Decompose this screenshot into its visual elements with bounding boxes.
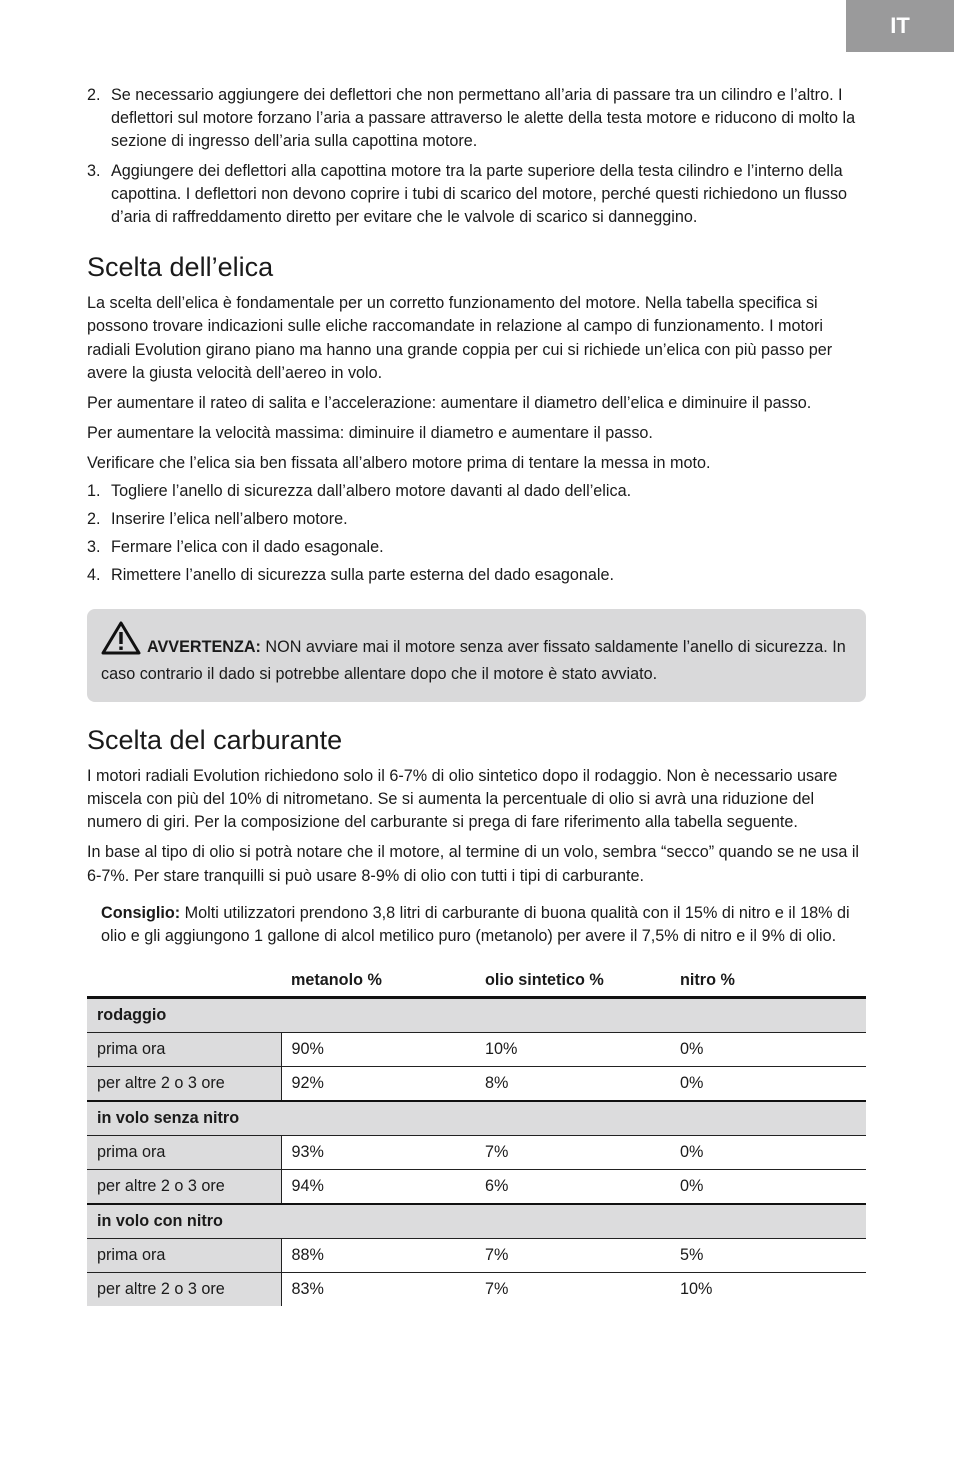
table-cell: 8%	[475, 1067, 670, 1102]
list-text: Aggiungere dei deflettori alla capottina motore tra la parte superiore della testa cilindro e l’interno della capottina. I deflettori non devono coprire i tubi di scarico del motore, perché questi richiedono un flusso d’aria di raffreddamento diretto per evitare che le valvole di scarico si danneggino.	[111, 161, 848, 227]
table-header: olio sintetico %	[475, 964, 670, 998]
table-cell: 7%	[475, 1239, 670, 1273]
tip-note	[87, 902, 866, 948]
list-number: 4.	[87, 566, 101, 585]
tip-text: Molti utilizzatori prendono 3,8 litri di carburante di buona qualità con il 15% di nitro e il 18% di olio e gli aggiungono 1 gallone di alcol metilico puro (metanolo) per avere il 7,5% di nitro e il 9% di olio.	[101, 903, 850, 946]
table-cell: 0%	[670, 1067, 866, 1102]
table-cell: per altre 2 o 3 ore	[87, 1170, 281, 1205]
warning-text: NON avviare mai il motore senza aver fissato saldamente l’anello di sicurezza. In caso contrario il dado si potrebbe allentare dopo che il motore è stato avviato.	[101, 638, 846, 683]
table-row	[87, 1136, 866, 1170]
table-cell: per altre 2 o 3 ore	[87, 1067, 281, 1102]
warning-triangle-icon	[101, 621, 141, 662]
list-text: Se necessario aggiungere dei deflettori che non permettano all’aria di passare tra un cilindro e l’altro. I deflettori sul motore forzano l’aria a passare attraverso le alette della testa motore e riducono di molto la sezione di ingresso dell’aria sulla capottina motore.	[111, 86, 856, 151]
table-header: metanolo %	[281, 964, 475, 998]
table-cell: 83%	[291, 1280, 324, 1299]
table-cell: 90%	[281, 1033, 475, 1067]
list-item	[87, 536, 866, 559]
table-cell: 0%	[670, 1033, 866, 1067]
table-group-row	[87, 998, 866, 1033]
paragraph: Per aumentare il rateo di salita e l’accelerazione: aumentare il diametro dell’elica e diminuire il passo.	[87, 394, 812, 413]
table-cell: per altre 2 o 3 ore	[87, 1273, 281, 1307]
intro-list	[87, 84, 866, 229]
table-header	[87, 964, 281, 998]
list-number: 2.	[87, 86, 101, 104]
list-item	[87, 508, 866, 531]
list-number: 1.	[87, 481, 101, 500]
paragraph: La scelta dell’elica è fondamentale per un corretto funzionamento del motore. Nella tabella specifica si possono trovare indicazioni sulle eliche raccomandate in relazione al campo di funzionamento. I motori radiali Evolution girano piano ma hanno una grande coppia per cui si richiede un’elica con più passo per avere la giusta velocità dell’aereo in volo.	[87, 294, 833, 382]
paragraph: I motori radiali Evolution richiedono solo il 6-7% di olio sintetico dopo il rodaggio. Non è necessario usare miscela con più del 10% di nitrometano. Se si aumenta la percentuale di olio si avrà una riduzione del numero di giri. Per la composizione del carburante si prega di fare riferimento alla tabella seguente.	[87, 766, 838, 832]
list-text: Rimettere l’anello di sicurezza sulla parte esterna del dado esagonale.	[111, 566, 615, 585]
table-cell: 0%	[670, 1170, 866, 1205]
table-cell: 92%	[281, 1067, 475, 1102]
table-row	[87, 1067, 866, 1102]
table-cell: 5%	[670, 1239, 866, 1273]
table-cell: 10%	[680, 1280, 713, 1299]
table-header-row	[87, 964, 866, 998]
fuel-mix-table	[87, 964, 866, 1306]
group-title: rodaggio	[87, 998, 866, 1033]
table-row	[87, 1239, 866, 1273]
table-cell: prima ora	[87, 1239, 281, 1273]
warning-box	[87, 609, 866, 701]
list-number: 3.	[87, 538, 101, 557]
paragraph: Verificare che l’elica sia ben fissata all’albero motore prima di tentare la messa in moto.	[87, 454, 711, 473]
group-title: in volo con nitro	[87, 1204, 866, 1239]
paragraph: In base al tipo di olio si potrà notare che il motore, al termine di un volo, sembra “secco” quando se ne usa il 6-7%. Per stare tranquilli si può usare 8-9% di olio con tutti i tipi di carburante.	[87, 843, 860, 885]
table-header: nitro %	[670, 964, 866, 998]
table-cell: 7%	[475, 1136, 670, 1170]
list-number: 3.	[87, 161, 101, 180]
propeller-steps	[87, 480, 866, 588]
table-cell: 93%	[281, 1136, 475, 1170]
language-tab: IT	[846, 0, 954, 52]
table-row	[87, 1033, 866, 1067]
list-text: Fermare l’elica con il dado esagonale.	[111, 538, 384, 557]
table-cell: 0%	[670, 1136, 866, 1170]
tip-label: Consiglio:	[101, 903, 181, 922]
table-group-row	[87, 1101, 866, 1136]
table-cell: 6%	[475, 1170, 670, 1205]
table-cell: 10%	[475, 1033, 670, 1067]
table-row	[87, 1170, 866, 1205]
list-item	[87, 160, 866, 230]
table-cell: 88%	[281, 1239, 475, 1273]
table-row	[87, 1273, 866, 1307]
group-title: in volo senza nitro	[87, 1101, 866, 1136]
table-cell: 7%	[485, 1280, 509, 1299]
list-item	[87, 84, 866, 154]
list-number: 2.	[87, 509, 101, 528]
warning-label: AVVERTENZA:	[147, 638, 261, 657]
list-text: Inserire l’elica nell’albero motore.	[111, 509, 348, 528]
paragraph: Per aumentare la velocità massima: diminuire il diametro e aumentare il passo.	[87, 424, 653, 443]
table-group-row	[87, 1204, 866, 1239]
list-item	[87, 564, 866, 587]
section-heading-propeller: Scelta dell’elica	[87, 252, 274, 283]
list-item	[87, 480, 866, 503]
table-cell: 94%	[281, 1170, 475, 1205]
table-cell: prima ora	[87, 1136, 281, 1170]
list-text: Togliere l’anello di sicurezza dall’albero motore davanti al dado dell’elica.	[111, 481, 632, 500]
table-cell: prima ora	[87, 1033, 281, 1067]
page-content	[87, 84, 866, 1306]
section-heading-fuel: Scelta del carburante	[87, 724, 343, 755]
